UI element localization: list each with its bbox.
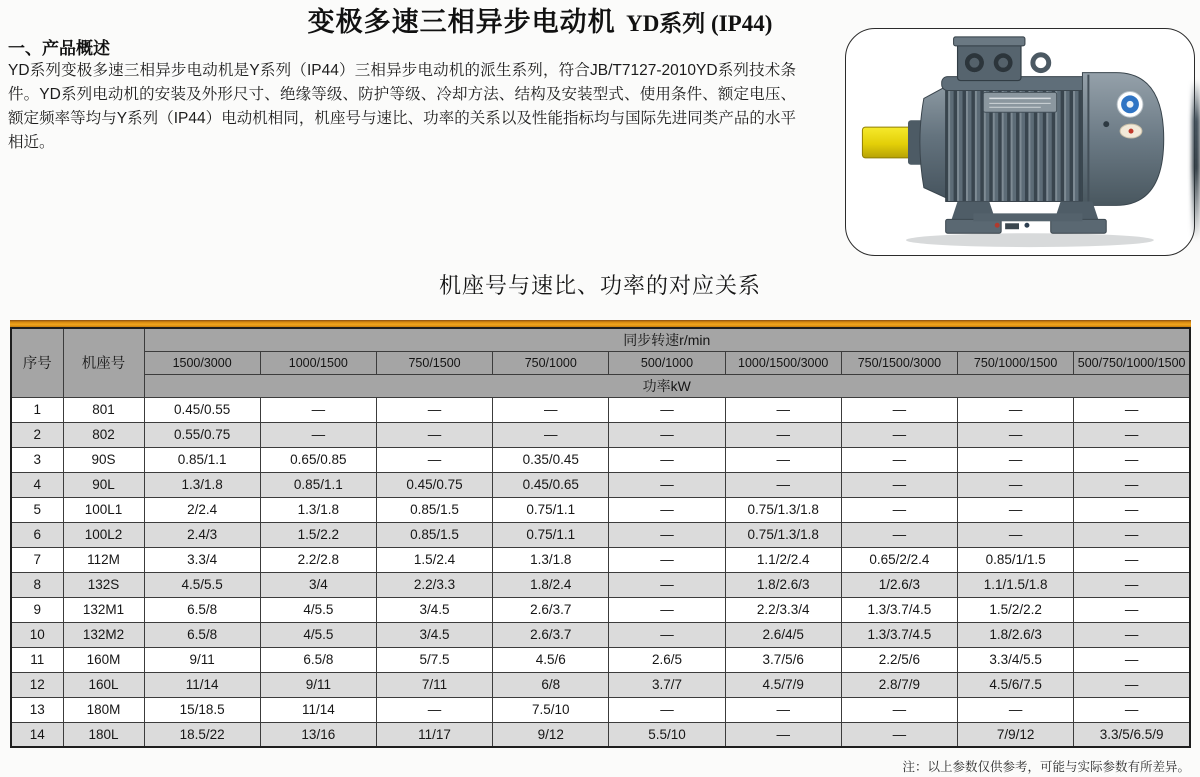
frame-size-cell: 132M1 [63, 597, 144, 622]
power-value-cell: 1.5/2.4 [376, 547, 492, 572]
power-value-cell: 0.35/0.45 [493, 447, 609, 472]
table-row [11, 597, 1190, 622]
motor-image [846, 29, 1194, 255]
power-value-cell: 4/5.5 [260, 622, 376, 647]
power-value-cell: 9/11 [144, 647, 260, 672]
power-value-cell: 3.7/5/6 [725, 647, 841, 672]
speed-ratio-header: 500/1000 [609, 351, 725, 374]
power-value-cell: 0.55/0.75 [144, 422, 260, 447]
power-value-cell: 0.75/1.3/1.8 [725, 497, 841, 522]
power-value-cell: — [841, 422, 957, 447]
power-value-cell: — [1074, 472, 1190, 497]
table-row [11, 722, 1190, 747]
power-value-cell: — [725, 447, 841, 472]
power-value-cell: 0.85/1/1.5 [958, 547, 1074, 572]
table-row [11, 672, 1190, 697]
frame-size-cell: 132M2 [63, 622, 144, 647]
power-value-cell: 2.2/3.3/4 [725, 597, 841, 622]
power-value-cell: 0.85/1.1 [260, 472, 376, 497]
power-value-cell: 0.85/1.1 [144, 447, 260, 472]
power-table [10, 327, 1191, 748]
power-value-cell: — [958, 522, 1074, 547]
power-value-cell: 5.5/10 [609, 722, 725, 747]
power-value-cell: — [493, 397, 609, 422]
power-value-cell: — [725, 397, 841, 422]
power-value-cell: — [609, 397, 725, 422]
power-value-cell: 1.1/2/2.4 [725, 547, 841, 572]
table-row [11, 697, 1190, 722]
power-value-cell: 0.75/1.1 [493, 497, 609, 522]
power-value-cell: 4/5.5 [260, 597, 376, 622]
power-value-cell: — [376, 697, 492, 722]
power-value-cell: — [841, 447, 957, 472]
table-row [11, 647, 1190, 672]
row-index-cell: 2 [11, 422, 63, 447]
row-index-cell: 13 [11, 697, 63, 722]
footnote: 注：以上参数仅供参考，可能与实际参数有所差异。 [902, 760, 1190, 774]
col-header-power-group: 功率kW [144, 374, 1190, 397]
speed-ratio-header: 1500/3000 [144, 351, 260, 374]
power-value-cell: — [841, 497, 957, 522]
row-index-cell: 14 [11, 722, 63, 747]
power-value-cell: 1.5/2.2 [260, 522, 376, 547]
power-value-cell: 1.3/3.7/4.5 [841, 622, 957, 647]
power-value-cell: 0.45/0.55 [144, 397, 260, 422]
power-value-cell: — [609, 622, 725, 647]
section-heading: 一、产品概述 [8, 39, 110, 58]
title-cn: 变极多速三相异步电动机 [307, 7, 616, 37]
frame-size-cell: 802 [63, 422, 144, 447]
power-value-cell: — [958, 472, 1074, 497]
power-value-cell: — [609, 522, 725, 547]
row-index-cell: 8 [11, 572, 63, 597]
power-value-cell: 0.75/1.3/1.8 [725, 522, 841, 547]
power-value-cell: 1.5/2/2.2 [958, 597, 1074, 622]
speed-ratio-header: 750/1000 [493, 351, 609, 374]
power-value-cell: — [609, 572, 725, 597]
power-value-cell: 3/4.5 [376, 622, 492, 647]
table-body [11, 397, 1190, 747]
power-value-cell: 2.6/3.7 [493, 597, 609, 622]
power-value-cell: — [493, 422, 609, 447]
power-value-cell: 2/2.4 [144, 497, 260, 522]
power-value-cell: 4.5/6 [493, 647, 609, 672]
power-value-cell: 1.8/2.4 [493, 572, 609, 597]
power-value-cell: 9/12 [493, 722, 609, 747]
power-value-cell: 0.45/0.65 [493, 472, 609, 497]
col-header-frame: 机座号 [63, 328, 144, 397]
power-value-cell: 2.2/5/6 [841, 647, 957, 672]
power-value-cell: — [609, 547, 725, 572]
power-value-cell: — [609, 472, 725, 497]
power-value-cell: — [725, 697, 841, 722]
frame-size-cell: 132S [63, 572, 144, 597]
power-value-cell: — [725, 422, 841, 447]
power-value-cell: 9/11 [260, 672, 376, 697]
row-index-cell: 6 [11, 522, 63, 547]
power-value-cell: — [609, 597, 725, 622]
frame-size-cell: 100L1 [63, 497, 144, 522]
power-value-cell: 0.45/0.75 [376, 472, 492, 497]
power-value-cell: — [958, 447, 1074, 472]
power-value-cell: 3/4 [260, 572, 376, 597]
power-value-cell: 18.5/22 [144, 722, 260, 747]
power-value-cell: 11/17 [376, 722, 492, 747]
frame-size-cell: 180L [63, 722, 144, 747]
speed-ratio-header: 1000/1500/3000 [725, 351, 841, 374]
power-value-cell: 11/14 [260, 697, 376, 722]
power-value-cell: 2.2/2.8 [260, 547, 376, 572]
power-value-cell: 7/11 [376, 672, 492, 697]
power-value-cell: — [376, 397, 492, 422]
power-value-cell: — [725, 472, 841, 497]
product-photo-frame [845, 28, 1195, 256]
power-value-cell: 1.8/2.6/3 [958, 622, 1074, 647]
power-value-cell: — [958, 422, 1074, 447]
power-value-cell: — [1074, 572, 1190, 597]
power-value-cell: — [1074, 447, 1190, 472]
frame-size-cell: 112M [63, 547, 144, 572]
power-value-cell: — [609, 497, 725, 522]
power-value-cell: — [1074, 597, 1190, 622]
frame-size-cell: 160L [63, 672, 144, 697]
speed-ratio-header-row [11, 351, 1190, 374]
power-value-cell: — [1074, 522, 1190, 547]
power-value-cell: 2.8/7/9 [841, 672, 957, 697]
power-value-cell: 1.3/1.8 [260, 497, 376, 522]
power-value-cell: 5/7.5 [376, 647, 492, 672]
power-value-cell: — [841, 397, 957, 422]
power-value-cell: 4.5/6/7.5 [958, 672, 1074, 697]
power-value-cell: — [841, 697, 957, 722]
power-value-cell: 0.65/2/2.4 [841, 547, 957, 572]
speed-ratio-header: 750/1000/1500 [958, 351, 1074, 374]
row-index-cell: 7 [11, 547, 63, 572]
frame-size-cell: 90L [63, 472, 144, 497]
accent-bar [10, 320, 1191, 327]
table-row [11, 447, 1190, 472]
power-value-cell: 6.5/8 [144, 622, 260, 647]
power-value-cell: — [609, 447, 725, 472]
table-row [11, 472, 1190, 497]
power-value-cell: 7.5/10 [493, 697, 609, 722]
frame-size-cell: 801 [63, 397, 144, 422]
speed-ratio-header: 750/1500 [376, 351, 492, 374]
col-header-speed-group: 同步转速r/min [144, 328, 1190, 351]
power-value-cell: 0.75/1.1 [493, 522, 609, 547]
table-row [11, 572, 1190, 597]
power-value-cell: — [841, 472, 957, 497]
table-row [11, 622, 1190, 647]
power-value-cell: 11/14 [144, 672, 260, 697]
power-value-cell: 3.7/7 [609, 672, 725, 697]
power-value-cell: — [1074, 622, 1190, 647]
power-value-cell: 1.3/1.8 [144, 472, 260, 497]
power-value-cell: — [260, 422, 376, 447]
power-value-cell: 6.5/8 [260, 647, 376, 672]
power-value-cell: 15/18.5 [144, 697, 260, 722]
power-value-cell: — [958, 697, 1074, 722]
table-title: 机座号与速比、功率的对应关系 [438, 273, 761, 298]
power-value-cell: 1.3/3.7/4.5 [841, 597, 957, 622]
frame-size-cell: 90S [63, 447, 144, 472]
table-row [11, 397, 1190, 422]
power-value-cell: — [1074, 547, 1190, 572]
power-value-cell: — [958, 397, 1074, 422]
table-row [11, 547, 1190, 572]
row-index-cell: 5 [11, 497, 63, 522]
power-value-cell: 13/16 [260, 722, 376, 747]
power-value-cell: 2.2/3.3 [376, 572, 492, 597]
power-value-cell: — [376, 422, 492, 447]
power-value-cell: — [376, 447, 492, 472]
row-index-cell: 10 [11, 622, 63, 647]
power-value-cell: 0.85/1.5 [376, 497, 492, 522]
table-row [11, 522, 1190, 547]
power-value-cell: — [1074, 672, 1190, 697]
row-index-cell: 12 [11, 672, 63, 697]
power-value-cell: 1.1/1.5/1.8 [958, 572, 1074, 597]
overview-paragraph: YD系列变极多速三相异步电动机是Y系列（IP44）三相异步电动机的派生系列，符合JB/T7127-2010YD系列技术条件。YD系列电动机的安装及外形尺寸、绝缘等级、防护等级、冷却方法、结构及安装型式、使用条件、额定电压、额定频率等均与Y系列（IP44）电动机相同，机座号与速比、功率的关系以及性能指标均与国际先进同类产品的水平相近。 [8, 62, 796, 151]
speed-ratio-header: 1000/1500 [260, 351, 376, 374]
power-value-cell: 3/4.5 [376, 597, 492, 622]
power-value-cell: — [1074, 397, 1190, 422]
row-index-cell: 11 [11, 647, 63, 672]
power-value-cell: — [1074, 497, 1190, 522]
table-row [11, 422, 1190, 447]
power-value-cell: 7/9/12 [958, 722, 1074, 747]
frame-size-cell: 180M [63, 697, 144, 722]
row-index-cell: 9 [11, 597, 63, 622]
power-value-cell: 3.3/4/5.5 [958, 647, 1074, 672]
power-value-cell: — [841, 722, 957, 747]
power-value-cell: — [841, 522, 957, 547]
power-value-cell: 1.3/1.8 [493, 547, 609, 572]
power-value-cell: 2.6/3.7 [493, 622, 609, 647]
power-value-cell: — [260, 397, 376, 422]
power-value-cell: — [1074, 697, 1190, 722]
power-value-cell: — [1074, 422, 1190, 447]
power-value-cell: 4.5/7/9 [725, 672, 841, 697]
power-value-cell: 3.3/4 [144, 547, 260, 572]
power-value-cell: 1.8/2.6/3 [725, 572, 841, 597]
speed-ratio-header: 750/1500/3000 [841, 351, 957, 374]
power-value-cell: 1/2.6/3 [841, 572, 957, 597]
power-value-cell: 4.5/5.5 [144, 572, 260, 597]
power-value-cell: 2.6/4/5 [725, 622, 841, 647]
power-value-cell: — [725, 722, 841, 747]
power-value-cell: 0.65/0.85 [260, 447, 376, 472]
power-value-cell: — [1074, 647, 1190, 672]
table-row [11, 497, 1190, 522]
speed-ratio-header: 500/750/1000/1500 [1074, 351, 1190, 374]
power-value-cell: 2.4/3 [144, 522, 260, 547]
scan-edge-artifact [1192, 80, 1200, 240]
power-value-cell: — [609, 422, 725, 447]
power-value-cell: 6.5/8 [144, 597, 260, 622]
table-header [11, 328, 1190, 397]
power-value-cell: 6/8 [493, 672, 609, 697]
frame-size-cell: 160M [63, 647, 144, 672]
frame-size-cell: 100L2 [63, 522, 144, 547]
power-value-cell: — [958, 497, 1074, 522]
row-index-cell: 3 [11, 447, 63, 472]
title-series: YD系列 (IP44) [626, 11, 773, 36]
power-value-cell: 3.3/5/6.5/9 [1074, 722, 1190, 747]
power-value-cell: 2.6/5 [609, 647, 725, 672]
row-index-cell: 1 [11, 397, 63, 422]
power-value-cell: 0.85/1.5 [376, 522, 492, 547]
row-index-cell: 4 [11, 472, 63, 497]
power-value-cell: — [609, 697, 725, 722]
col-header-index: 序号 [11, 328, 63, 397]
